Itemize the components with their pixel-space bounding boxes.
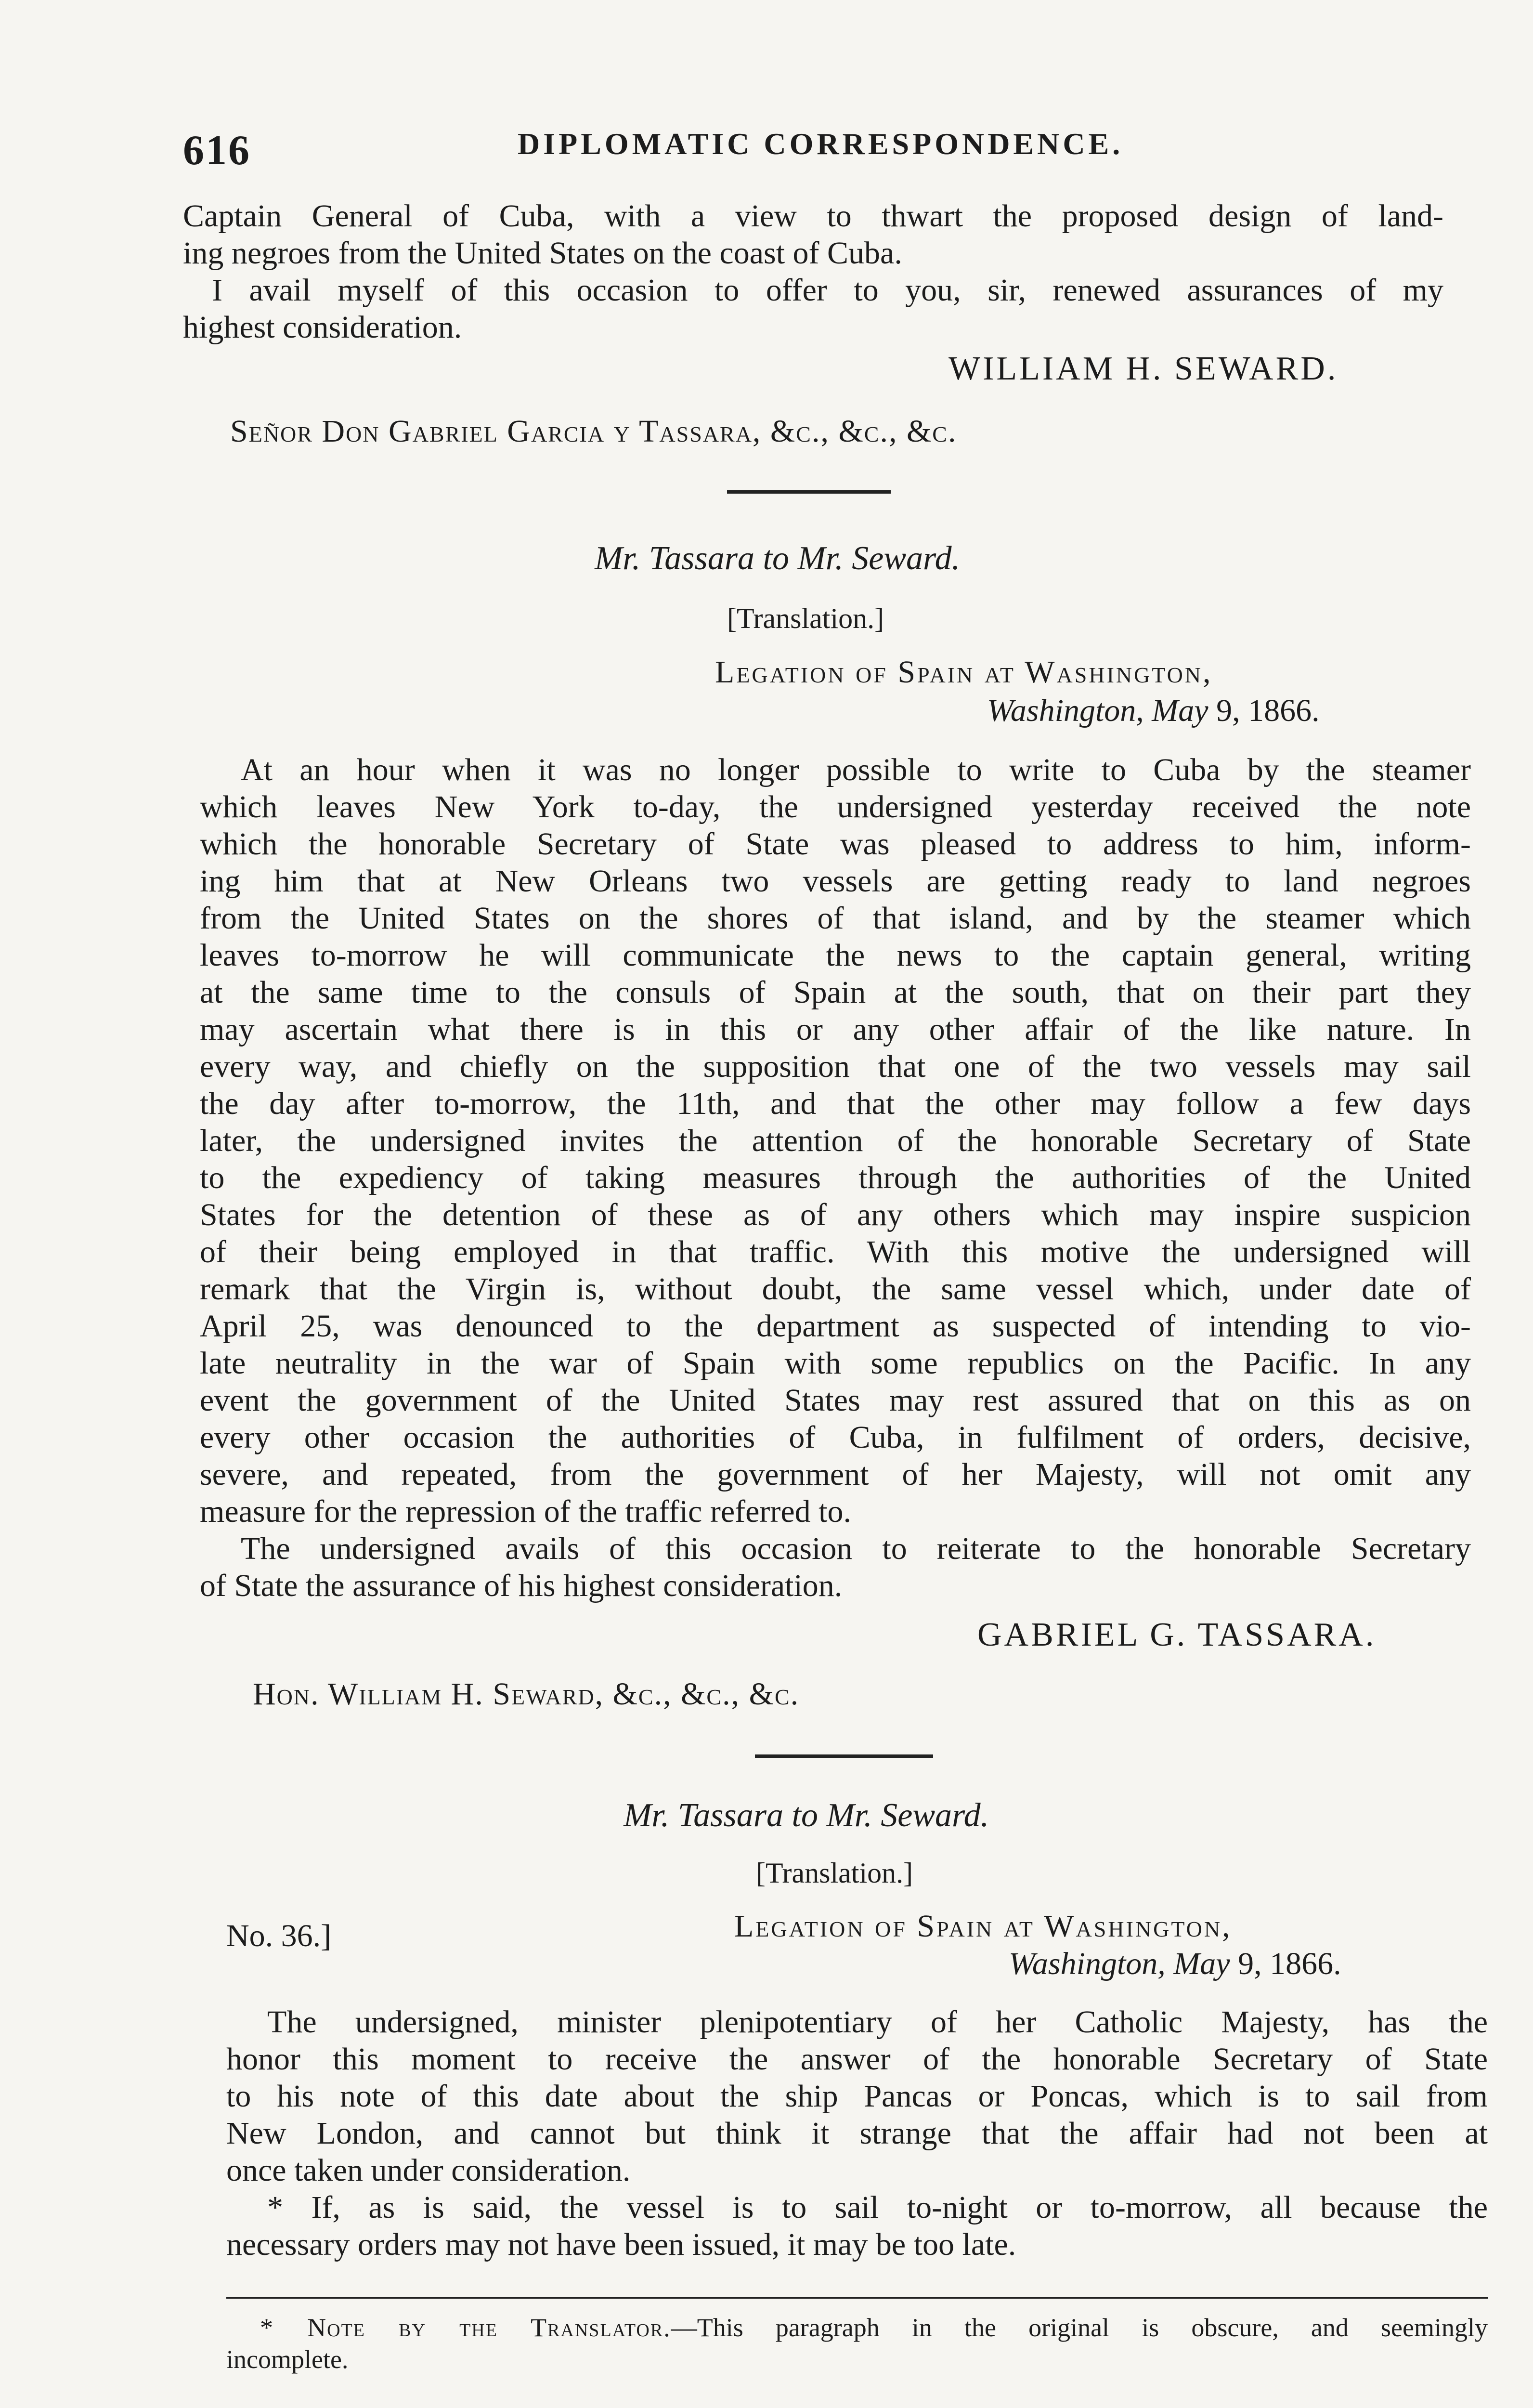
text-line: late neutrality in the war of Spain with some republics on the Pacific. In any <box>200 1346 1471 1381</box>
text-line: at the same time to the consuls of Spain at the south, that on their part they <box>200 975 1471 1010</box>
text-line: of State the assurance of his highest consideration. <box>200 1568 843 1603</box>
footnote-label: * Note by the Translator. <box>260 2313 671 2342</box>
letter1-title: Mr. Tassara to Mr. Seward. <box>595 540 961 577</box>
letter2-legation: Legation of Spain at Washington, <box>734 1909 1232 1944</box>
text-line: later, the undersigned invites the attention of the honorable Secretary of State <box>200 1123 1471 1158</box>
text-line: New London, and cannot but think it strange that the affair had not been at <box>226 2116 1488 2151</box>
text-line: once taken under consideration. <box>226 2153 631 2188</box>
text-line: At an hour when it was no longer possible to write to Cuba by the steamer <box>241 752 1471 787</box>
text-line: from the United States on the shores of that island, and by the steamer which <box>200 901 1471 936</box>
addressee-seward: Hon. William H. Seward, &c., &c., &c. <box>253 1676 800 1712</box>
text-line: may ascertain what there is in this or any other affair of the like nature. In <box>200 1012 1471 1047</box>
section-divider <box>727 490 891 494</box>
footnote-rule <box>226 2297 1488 2299</box>
letter2-body <box>226 2003 1488 2263</box>
text-line: The undersigned avails of this occasion to reiterate to the honorable Secretary <box>241 1531 1471 1566</box>
text-line: of their being employed in that traffic. With this motive the undersigned will <box>200 1234 1471 1269</box>
text-line: highest consideration. <box>183 310 462 345</box>
text-line: April 25, was denounced to the department as suspected of intending to vio- <box>200 1309 1471 1344</box>
footnote-line: * Note by the Translator.—This paragraph in the original is obscure, and seemingly <box>260 2313 1488 2342</box>
text-line: leaves to-morrow he will communicate the news to the captain general, writing <box>200 938 1471 973</box>
letter1-body <box>200 751 1471 1604</box>
letter1-legation: Legation of Spain at Washington, <box>715 654 1213 690</box>
section-divider <box>755 1754 933 1758</box>
text-line: * If, as is said, the vessel is to sail to-night or to-morrow, all because the <box>267 2190 1488 2225</box>
page-number: 616 <box>183 127 251 174</box>
letter2-number: No. 36.] <box>226 1918 332 1953</box>
letter2-date: Washington, May 9, 1866. <box>1009 1946 1341 1981</box>
text-line: to the expediency of taking measures through the authorities of the United <box>200 1160 1471 1195</box>
text-line: I avail myself of this occasion to offer to you, sir, renewed assurances of my <box>212 273 1443 308</box>
signature-seward: WILLIAM H. SEWARD. <box>948 350 1338 387</box>
signature-tassara: GABRIEL G. TASSARA. <box>977 1616 1377 1653</box>
footnote <box>226 2312 1488 2375</box>
letter2-translation-note: [Translation.] <box>756 1857 913 1889</box>
text-line: severe, and repeated, from the government of her Majesty, will not omit any <box>200 1457 1471 1492</box>
text-line: measure for the repression of the traffic referred to. <box>200 1494 851 1529</box>
text-line: the day after to-morrow, the 11th, and that the other may follow a few days <box>200 1086 1471 1121</box>
text-line: necessary orders may not have been issued, it may be too late. <box>226 2227 1016 2262</box>
text-line: to his note of this date about the ship Pancas or Poncas, which is to sail from <box>226 2079 1488 2114</box>
text-line: ing him that at New Orleans two vessels are getting ready to land negroes <box>200 864 1471 899</box>
letter2-title: Mr. Tassara to Mr. Seward. <box>624 1797 989 1834</box>
intro-paragraph <box>183 197 1443 346</box>
text-line: honor this moment to receive the answer of the honorable Secretary of State <box>226 2042 1488 2077</box>
text-line: The undersigned, minister plenipotentiary of her Catholic Majesty, has the <box>267 2004 1488 2040</box>
text-line: every way, and chiefly on the supposition that one of the two vessels may sail <box>200 1049 1471 1084</box>
text-line: every other occasion the authorities of Cuba, in fulfilment of orders, decisive, <box>200 1420 1471 1455</box>
text-line: which leaves New York to-day, the undersigned yesterday received the note <box>200 789 1471 824</box>
text-line: States for the detention of these as of any others which may inspire suspicion <box>200 1197 1471 1232</box>
addressee-tassara: Señor Don Gabriel Garcia y Tassara, &c., &c., &c. <box>230 414 957 449</box>
letter1-translation-note: [Translation.] <box>727 602 884 634</box>
text-line: which the honorable Secretary of State was pleased to address to him, inform- <box>200 826 1471 862</box>
text-line: ing negroes from the United States on the coast of Cuba. <box>183 236 902 271</box>
text-line: remark that the Virgin is, without doubt, the same vessel which, under date of <box>200 1271 1471 1307</box>
footnote-line: incomplete. <box>226 2345 349 2374</box>
text-line: event the government of the United States may rest assured that on this as on <box>200 1383 1471 1418</box>
text-line: Captain General of Cuba, with a view to thwart the proposed design of land- <box>183 198 1443 234</box>
running-head: DIPLOMATIC CORRESPONDENCE. <box>518 127 1124 161</box>
letter1-date: Washington, May 9, 1866. <box>987 693 1320 728</box>
